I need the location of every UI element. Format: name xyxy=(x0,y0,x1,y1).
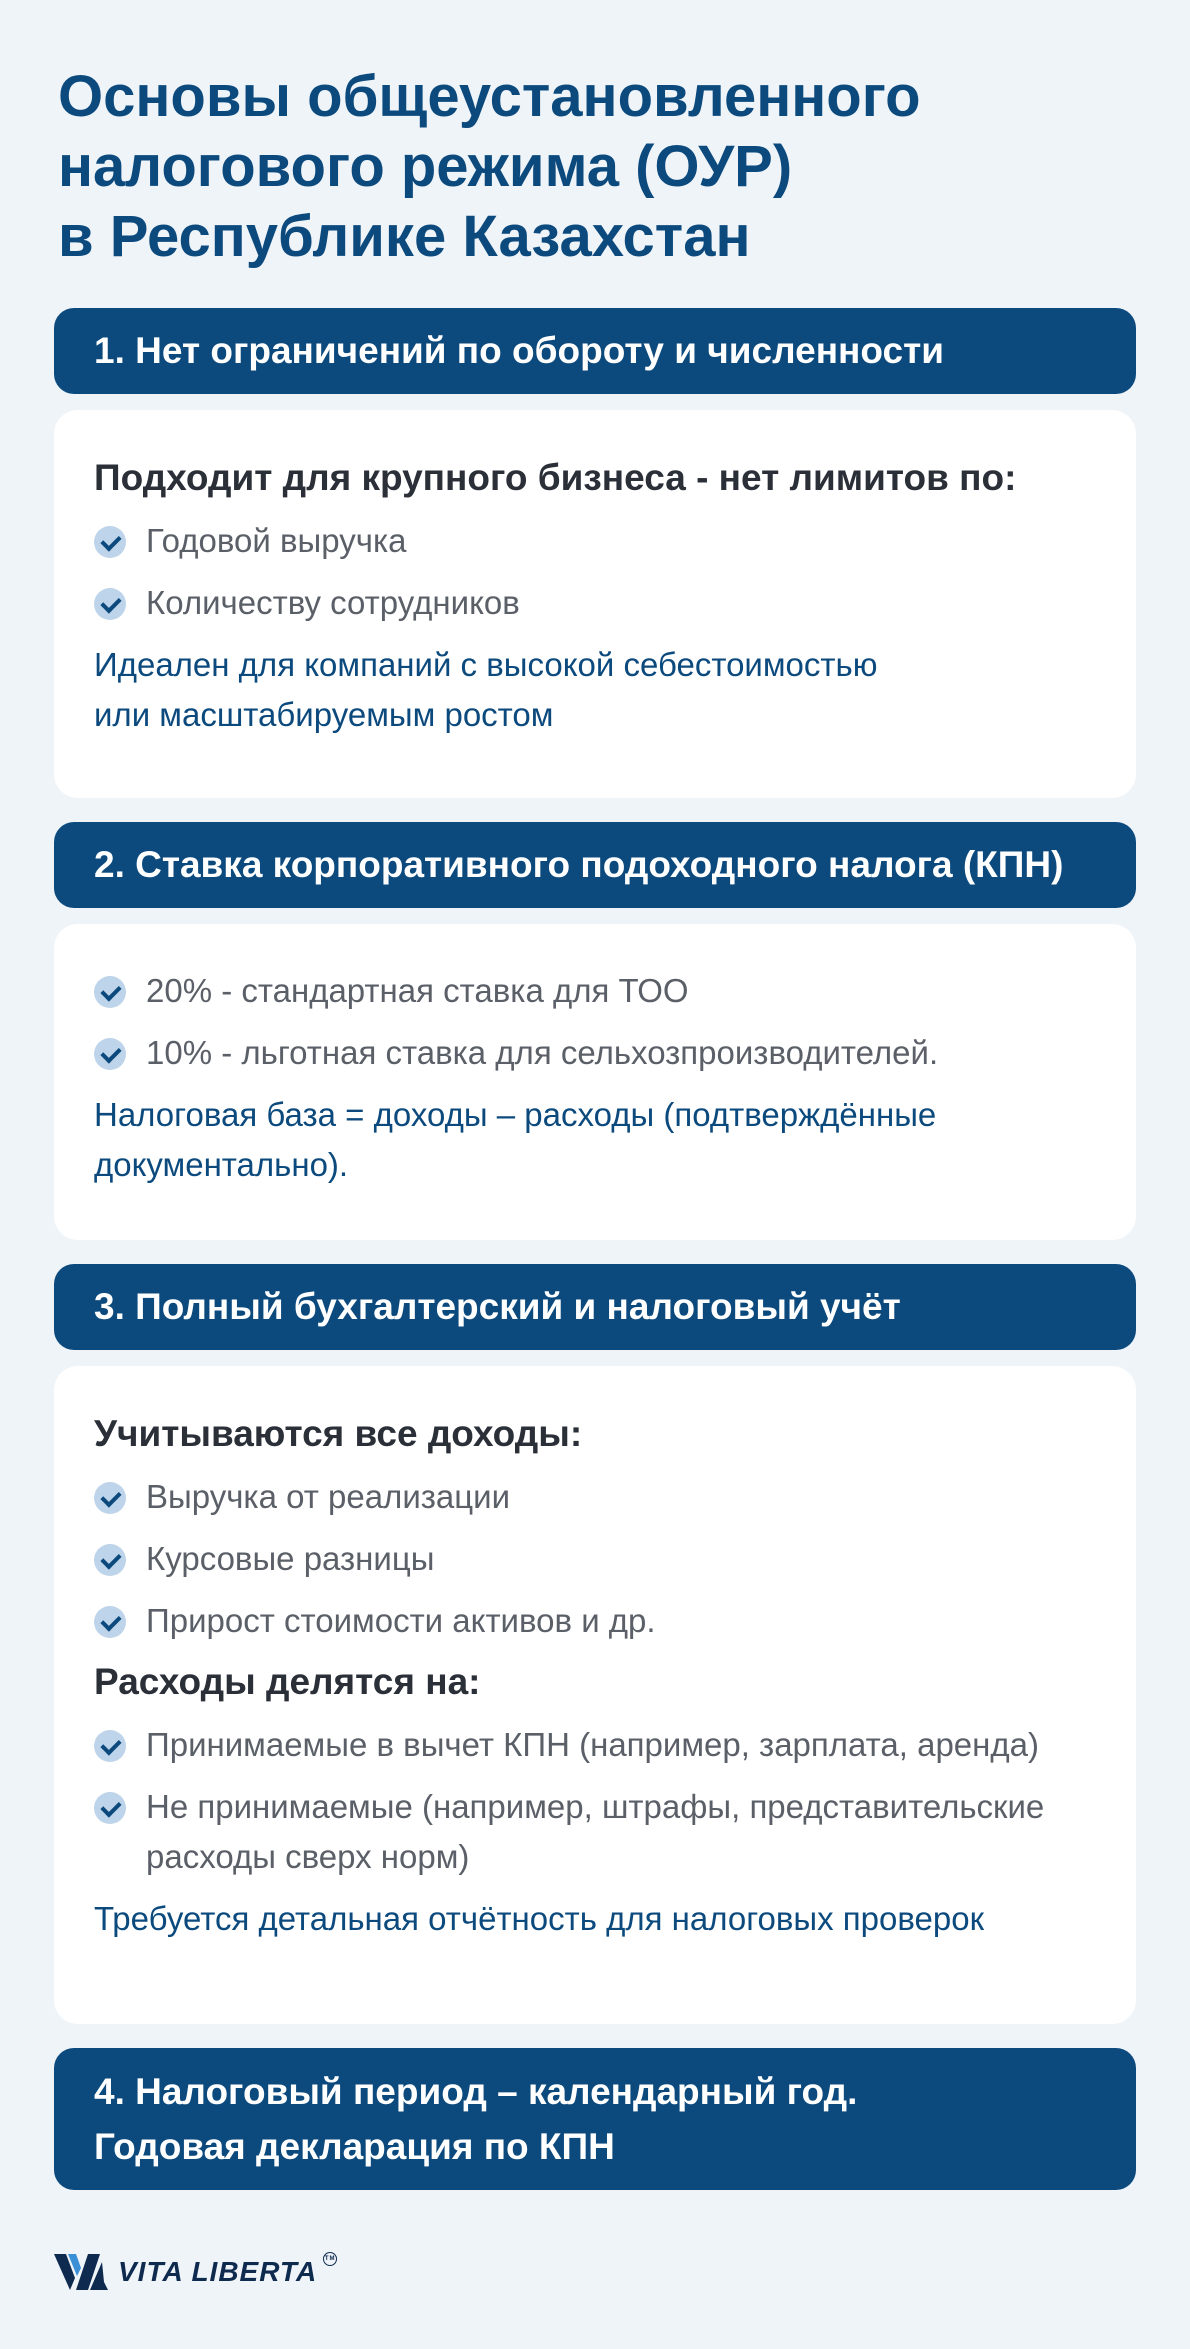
brand-logo xyxy=(54,2250,336,2294)
list-item xyxy=(94,578,1096,628)
note-line: Налоговая база = доходы – расходы (подтверждённые xyxy=(94,1096,937,1133)
list-item-text: Принимаемые в вычет КПН (например, зарплата, аренда) xyxy=(146,1726,1039,1763)
section-3-header: 3. Полный бухгалтерский и налоговый учёт xyxy=(54,1264,1136,1350)
section-4-header-line-2: Годовая декларация по КПН xyxy=(94,2126,615,2167)
note-line: или масштабируемым ростом xyxy=(94,696,554,733)
list-item xyxy=(94,1534,1096,1584)
list-item-text: Количеству сотрудников xyxy=(146,584,520,621)
section-2-header: 2. Ставка корпоративного подоходного налога (КПН) xyxy=(54,822,1136,908)
section-1-card xyxy=(54,410,1136,798)
list-item xyxy=(94,1472,1096,1522)
check-circle-icon xyxy=(94,1792,126,1824)
brand-logo-text xyxy=(118,2256,336,2288)
list-item-text: Прирост стоимости активов и др. xyxy=(146,1602,656,1639)
list-item-text: Выручка от реализации xyxy=(146,1478,510,1515)
section-1-subheading: Подходит для крупного бизнеса - нет лимитов по: xyxy=(94,457,1017,498)
list-item xyxy=(94,1720,1074,1770)
check-circle-icon xyxy=(94,1606,126,1638)
list-item xyxy=(94,1028,1096,1078)
expense-list xyxy=(94,1720,1074,1882)
brand-logo-label: VITA LIBERTA xyxy=(118,2256,318,2287)
check-circle-icon xyxy=(94,1544,126,1576)
note-line: документально). xyxy=(94,1146,349,1183)
section-1-header: 1. Нет ограничений по обороту и численности xyxy=(54,308,1136,394)
income-heading: Учитываются все доходы: xyxy=(94,1413,583,1454)
check-circle-icon xyxy=(94,1038,126,1070)
section-2-note xyxy=(94,1090,1096,1190)
check-circle-icon xyxy=(94,976,126,1008)
list-item-text: 10% - льготная ставка для сельхозпроизводителей. xyxy=(146,1034,939,1071)
section-2-list xyxy=(94,966,1096,1078)
title-line-3: в Республике Казахстан xyxy=(58,204,751,269)
section-1-note xyxy=(94,640,1096,740)
check-circle-icon xyxy=(94,588,126,620)
title-line-1: Основы общеустановленного xyxy=(58,64,921,129)
trademark-mark: TM xyxy=(323,2252,337,2266)
section-4-header xyxy=(54,2048,1136,2190)
list-item-text: 20% - стандартная ставка для ТОО xyxy=(146,972,689,1009)
section-3-note: Требуется детальная отчётность для налоговых проверок xyxy=(94,1900,985,1937)
section-2-card xyxy=(54,924,1136,1240)
section-1-list xyxy=(94,516,1096,628)
check-circle-icon xyxy=(94,1730,126,1762)
check-circle-icon xyxy=(94,526,126,558)
expense-heading: Расходы делятся на: xyxy=(94,1661,481,1702)
list-item xyxy=(94,1782,1074,1882)
note-line: Идеален для компаний с высокой себестоимостью xyxy=(94,646,878,683)
list-item-text: Не принимаемые (например, штрафы, представительские расходы сверх норм) xyxy=(146,1788,1045,1875)
brand-logo-icon xyxy=(54,2252,108,2292)
list-item xyxy=(94,1596,1096,1646)
check-circle-icon xyxy=(94,1482,126,1514)
list-item-text: Годовой выручка xyxy=(146,522,407,559)
section-3-card xyxy=(54,1366,1136,2024)
list-item xyxy=(94,966,1096,1016)
section-4-header-line-1: 4. Налоговый период – календарный год. xyxy=(94,2071,858,2112)
income-list xyxy=(94,1472,1096,1646)
list-item-text: Курсовые разницы xyxy=(146,1540,435,1577)
list-item xyxy=(94,516,1096,566)
page-title xyxy=(58,62,1138,272)
title-line-2: налогового режима (ОУР) xyxy=(58,134,793,199)
